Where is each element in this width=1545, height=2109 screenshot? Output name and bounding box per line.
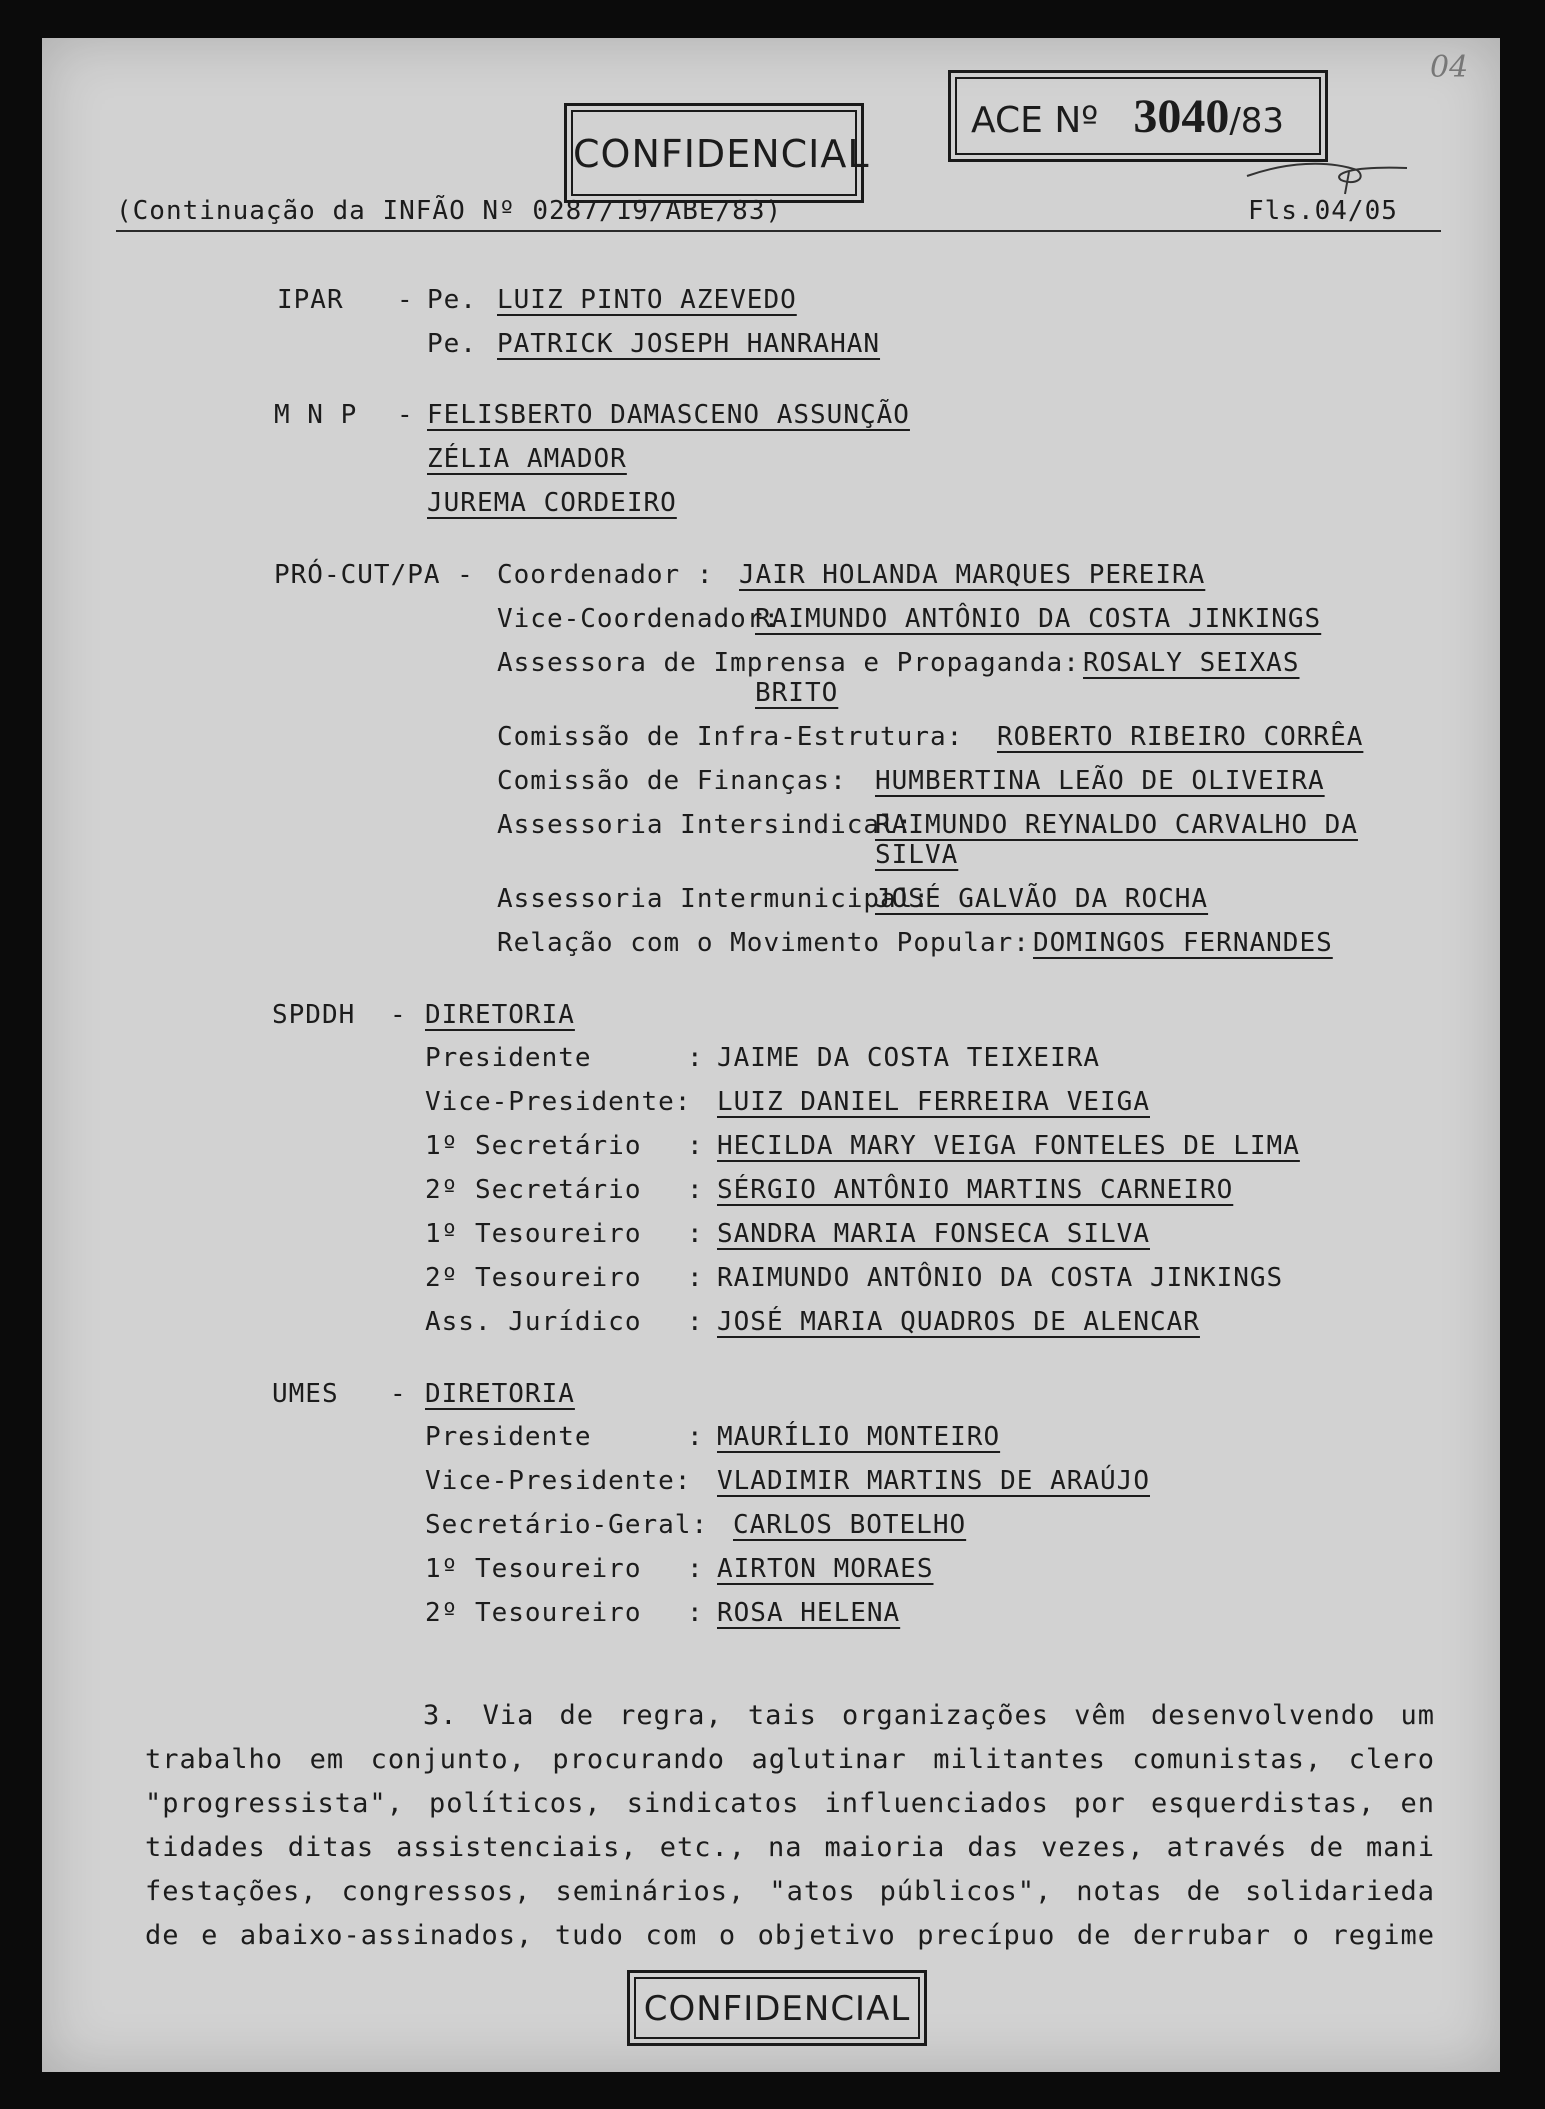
umes-role-2: Vice-Presidente: — [425, 1466, 692, 1496]
spddh-colon-5: : — [687, 1219, 704, 1249]
paragraph-line-4: tidades ditas assistenciais, etc., na maioria das vezes, através de mani — [145, 1832, 1435, 1863]
org-procut: PRÓ-CUT/PA - — [274, 560, 474, 590]
umes-role-5: 2º Tesoureiro — [425, 1598, 642, 1628]
spddh-role-3: 1º Secretário — [425, 1131, 642, 1161]
spddh-colon-6: : — [687, 1263, 704, 1293]
confidential-stamp-top — [564, 103, 870, 203]
ace-suffix: /83 — [1229, 101, 1285, 141]
folio-number: Fls.04/05 — [1248, 196, 1398, 226]
spddh-colon-1: : — [687, 1043, 704, 1073]
spddh-role-6: 2º Tesoureiro — [425, 1263, 642, 1293]
ace-label: ACE Nº — [971, 100, 1099, 141]
procut-role-8: Relação com o Movimento Popular: — [497, 928, 1030, 958]
umes-colon-5: : — [687, 1598, 704, 1628]
umes-colon-1: : — [687, 1422, 704, 1452]
paragraph-line-3: "progressista", políticos, sindicatos influenciados por esquerdistas, en — [145, 1788, 1435, 1819]
mnp-member-1: FELISBERTO DAMASCENO ASSUNÇÃO — [427, 400, 910, 430]
ipar-prefix-2: Pe. — [427, 329, 477, 359]
org-ipar: IPAR — [277, 285, 344, 315]
paragraph-line-1: 3. Via de regra, tais organizações vêm desenvolvendo um — [423, 1700, 1435, 1731]
procut-role-6: Assessoria Intersindical: — [497, 810, 914, 840]
spddh-heading: DIRETORIA — [425, 1000, 575, 1030]
umes-name-1: MAURÍLIO MONTEIRO — [717, 1422, 1001, 1452]
spddh-name-2: LUIZ DANIEL FERREIRA VEIGA — [717, 1087, 1150, 1117]
mnp-member-2: ZÉLIA AMADOR — [427, 444, 627, 474]
umes-name-2: VLADIMIR MARTINS DE ARAÚJO — [717, 1466, 1150, 1496]
umes-role-4: 1º Tesoureiro — [425, 1554, 642, 1584]
ipar-member-1: LUIZ PINTO AZEVEDO — [497, 285, 797, 315]
mnp-member-3: JUREMA CORDEIRO — [427, 488, 677, 518]
umes-name-4: AIRTON MORAES — [717, 1554, 934, 1584]
paragraph-line-6: de e abaixo-assinados, tudo com o objetivo precípuo de derrubar o regime — [145, 1920, 1435, 1951]
umes-colon-4: : — [687, 1554, 704, 1584]
ipar-prefix-1: Pe. — [427, 285, 477, 315]
header-rule — [116, 230, 1441, 232]
spddh-name-1: JAIME DA COSTA TEIXEIRA — [717, 1043, 1101, 1073]
procut-role-5: Comissão de Finanças: — [497, 766, 847, 796]
umes-name-3: CARLOS BOTELHO — [733, 1510, 967, 1540]
procut-name-3-cont: BRITO — [755, 678, 839, 708]
handwritten-page-number: 04 — [1430, 50, 1469, 85]
spddh-name-3: HECILDA MARY VEIGA FONTELES DE LIMA — [717, 1131, 1300, 1161]
spddh-role-7: Ass. Jurídico — [425, 1307, 642, 1337]
confidential-stamp-top-text: CONFIDENCIAL — [571, 110, 857, 196]
procut-role-4: Comissão de Infra-Estrutura: — [497, 722, 964, 752]
procut-role-1: Coordenador : — [497, 560, 714, 590]
procut-name-6-cont: SILVA — [875, 840, 959, 870]
spddh-colon-4: : — [687, 1175, 704, 1205]
procut-name-6: RAIMUNDO REYNALDO CARVALHO DA — [875, 810, 1358, 840]
continuation-reference: (Continuação da INFÃO Nº 0287/19/ABE/83) — [116, 196, 783, 226]
spddh-name-5: SANDRA MARIA FONSECA SILVA — [717, 1219, 1150, 1249]
umes-heading: DIRETORIA — [425, 1379, 575, 1409]
org-mnp: M N P — [274, 400, 358, 430]
org-ipar-dash: - — [397, 285, 414, 315]
org-umes: UMES — [272, 1379, 339, 1409]
procut-name-2: RAIMUNDO ANTÔNIO DA COSTA JINKINGS — [755, 604, 1322, 634]
spddh-role-1: Presidente — [425, 1043, 592, 1073]
procut-name-3: ROSALY SEIXAS — [1083, 648, 1300, 678]
procut-role-3: Assessora de Imprensa e Propaganda: — [497, 648, 1080, 678]
umes-role-3: Secretário-Geral: — [425, 1510, 709, 1540]
ipar-member-2: PATRICK JOSEPH HANRAHAN — [497, 329, 881, 359]
procut-name-7: JOSÉ GALVÃO DA ROCHA — [875, 884, 1209, 914]
umes-name-5: ROSA HELENA — [717, 1598, 901, 1628]
umes-role-1: Presidente — [425, 1422, 592, 1452]
spddh-colon-7: : — [687, 1307, 704, 1337]
spddh-role-5: 1º Tesoureiro — [425, 1219, 642, 1249]
confidential-stamp-bottom — [627, 1970, 927, 2046]
org-spddh-dash: - — [390, 1000, 407, 1030]
procut-role-7: Assessoria Intermunicipal: — [497, 884, 930, 914]
procut-name-1: JAIR HOLANDA MARQUES PEREIRA — [739, 560, 1206, 590]
spddh-name-4: SÉRGIO ANTÔNIO MARTINS CARNEIRO — [717, 1175, 1234, 1205]
spddh-name-7: JOSÉ MARIA QUADROS DE ALENCAR — [717, 1307, 1200, 1337]
procut-name-5: HUMBERTINA LEÃO DE OLIVEIRA — [875, 766, 1325, 796]
org-umes-dash: - — [390, 1379, 407, 1409]
org-mnp-dash: - — [397, 400, 414, 430]
spddh-role-4: 2º Secretário — [425, 1175, 642, 1205]
spddh-role-2: Vice-Presidente: — [425, 1087, 692, 1117]
spddh-colon-3: : — [687, 1131, 704, 1161]
document-page — [42, 38, 1500, 2072]
paragraph-line-5: festações, congressos, seminários, "atos públicos", notas de solidarieda — [145, 1876, 1435, 1907]
org-spddh: SPDDH — [272, 1000, 356, 1030]
paragraph-line-2: trabalho em conjunto, procurando aglutinar militantes comunistas, clero — [145, 1744, 1435, 1775]
confidential-stamp-bottom-text: CONFIDENCIAL — [634, 1977, 920, 2039]
procut-name-4: ROBERTO RIBEIRO CORRÊA — [997, 722, 1364, 752]
signature-mark-icon — [1237, 148, 1417, 198]
procut-role-2: Vice-Coordenador: — [497, 604, 781, 634]
procut-name-8: DOMINGOS FERNANDES — [1033, 928, 1333, 958]
ace-number: 3040 — [1133, 90, 1230, 143]
spddh-name-6: RAIMUNDO ANTÔNIO DA COSTA JINKINGS — [717, 1263, 1284, 1293]
